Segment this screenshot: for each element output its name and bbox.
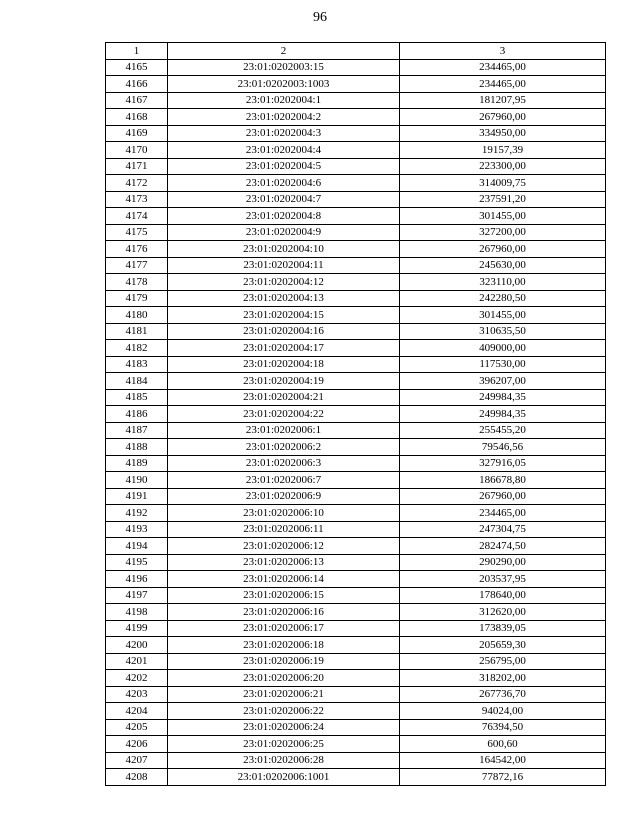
row-number-cell: 4200 xyxy=(106,637,168,654)
table-row xyxy=(106,505,606,522)
table-row xyxy=(106,653,606,670)
table-row xyxy=(106,191,606,208)
cadastral-number-cell: 23:01:0202004:10 xyxy=(168,241,400,258)
value-cell: 282474,50 xyxy=(400,538,606,555)
cadastral-number-cell: 23:01:0202004:12 xyxy=(168,274,400,291)
row-number-cell: 4172 xyxy=(106,175,168,192)
row-number-cell: 4205 xyxy=(106,719,168,736)
table-row xyxy=(106,719,606,736)
cadastral-number-cell: 23:01:0202006:2 xyxy=(168,439,400,456)
cadastral-number-cell: 23:01:0202006:3 xyxy=(168,455,400,472)
value-cell: 173839,05 xyxy=(400,620,606,637)
value-cell: 223300,00 xyxy=(400,158,606,175)
cadastral-number-cell: 23:01:0202004:11 xyxy=(168,257,400,274)
value-cell: 181207,95 xyxy=(400,92,606,109)
table-row xyxy=(106,703,606,720)
table-row xyxy=(106,571,606,588)
cadastral-number-cell: 23:01:0202006:13 xyxy=(168,554,400,571)
row-number-cell: 4196 xyxy=(106,571,168,588)
table-header xyxy=(106,43,606,60)
row-number-cell: 4208 xyxy=(106,769,168,786)
cadastral-number-cell: 23:01:0202004:4 xyxy=(168,142,400,159)
cadastral-number-cell: 23:01:0202006:1001 xyxy=(168,769,400,786)
value-cell: 334950,00 xyxy=(400,125,606,142)
cadastral-number-cell: 23:01:0202006:10 xyxy=(168,505,400,522)
value-cell: 327200,00 xyxy=(400,224,606,241)
row-number-cell: 4199 xyxy=(106,620,168,637)
table-row xyxy=(106,587,606,604)
cadastral-number-cell: 23:01:0202004:2 xyxy=(168,109,400,126)
row-number-cell: 4182 xyxy=(106,340,168,357)
row-number-cell: 4191 xyxy=(106,488,168,505)
cadastral-number-cell: 23:01:0202004:15 xyxy=(168,307,400,324)
table-row xyxy=(106,604,606,621)
cadastral-number-cell: 23:01:0202004:3 xyxy=(168,125,400,142)
value-cell: 164542,00 xyxy=(400,752,606,769)
table-row xyxy=(106,406,606,423)
table-row xyxy=(106,769,606,786)
value-cell: 256795,00 xyxy=(400,653,606,670)
row-number-cell: 4168 xyxy=(106,109,168,126)
value-cell: 234465,00 xyxy=(400,59,606,76)
table-body xyxy=(106,59,606,785)
row-number-cell: 4169 xyxy=(106,125,168,142)
table-row xyxy=(106,752,606,769)
cadastral-number-cell: 23:01:0202004:22 xyxy=(168,406,400,423)
value-cell: 301455,00 xyxy=(400,307,606,324)
cadastral-number-cell: 23:01:0202006:18 xyxy=(168,637,400,654)
value-cell: 396207,00 xyxy=(400,373,606,390)
cadastral-number-cell: 23:01:0202006:19 xyxy=(168,653,400,670)
value-cell: 310635,50 xyxy=(400,323,606,340)
row-number-cell: 4173 xyxy=(106,191,168,208)
header-col-2: 2 xyxy=(168,43,400,60)
table-row xyxy=(106,472,606,489)
row-number-cell: 4207 xyxy=(106,752,168,769)
value-cell: 312620,00 xyxy=(400,604,606,621)
table-row xyxy=(106,620,606,637)
table-row xyxy=(106,142,606,159)
row-number-cell: 4190 xyxy=(106,472,168,489)
row-number-cell: 4185 xyxy=(106,389,168,406)
row-number-cell: 4180 xyxy=(106,307,168,324)
value-cell: 178640,00 xyxy=(400,587,606,604)
table-row xyxy=(106,455,606,472)
table-row xyxy=(106,109,606,126)
row-number-cell: 4189 xyxy=(106,455,168,472)
header-col-3: 3 xyxy=(400,43,606,60)
table-row xyxy=(106,736,606,753)
value-cell: 267960,00 xyxy=(400,109,606,126)
value-cell: 327916,05 xyxy=(400,455,606,472)
table-row xyxy=(106,686,606,703)
row-number-cell: 4166 xyxy=(106,76,168,93)
table-row xyxy=(106,488,606,505)
cadastral-number-cell: 23:01:0202006:11 xyxy=(168,521,400,538)
row-number-cell: 4179 xyxy=(106,290,168,307)
row-number-cell: 4186 xyxy=(106,406,168,423)
table-row xyxy=(106,307,606,324)
table-row xyxy=(106,340,606,357)
table-row xyxy=(106,323,606,340)
cadastral-number-cell: 23:01:0202004:16 xyxy=(168,323,400,340)
table-row xyxy=(106,521,606,538)
row-number-cell: 4183 xyxy=(106,356,168,373)
value-cell: 186678,80 xyxy=(400,472,606,489)
cadastral-number-cell: 23:01:0202006:21 xyxy=(168,686,400,703)
table-row xyxy=(106,637,606,654)
cadastral-number-cell: 23:01:0202006:1 xyxy=(168,422,400,439)
table-row xyxy=(106,373,606,390)
cadastral-number-cell: 23:01:0202006:16 xyxy=(168,604,400,621)
row-number-cell: 4204 xyxy=(106,703,168,720)
table-row xyxy=(106,554,606,571)
row-number-cell: 4192 xyxy=(106,505,168,522)
row-number-cell: 4201 xyxy=(106,653,168,670)
cadastral-number-cell: 23:01:0202003:1003 xyxy=(168,76,400,93)
row-number-cell: 4187 xyxy=(106,422,168,439)
row-number-cell: 4174 xyxy=(106,208,168,225)
header-row xyxy=(106,43,606,60)
cadastral-number-cell: 23:01:0202004:9 xyxy=(168,224,400,241)
value-cell: 255455,20 xyxy=(400,422,606,439)
value-cell: 314009,75 xyxy=(400,175,606,192)
cadastral-number-cell: 23:01:0202006:9 xyxy=(168,488,400,505)
table-row xyxy=(106,59,606,76)
cadastral-number-cell: 23:01:0202006:20 xyxy=(168,670,400,687)
cadastral-number-cell: 23:01:0202004:8 xyxy=(168,208,400,225)
row-number-cell: 4177 xyxy=(106,257,168,274)
value-cell: 267960,00 xyxy=(400,488,606,505)
value-cell: 234465,00 xyxy=(400,505,606,522)
cadastral-number-cell: 23:01:0202004:17 xyxy=(168,340,400,357)
row-number-cell: 4181 xyxy=(106,323,168,340)
value-cell: 242280,50 xyxy=(400,290,606,307)
cadastral-number-cell: 23:01:0202004:7 xyxy=(168,191,400,208)
cadastral-number-cell: 23:01:0202004:21 xyxy=(168,389,400,406)
row-number-cell: 4202 xyxy=(106,670,168,687)
data-table xyxy=(105,42,606,786)
row-number-cell: 4194 xyxy=(106,538,168,555)
value-cell: 249984,35 xyxy=(400,406,606,423)
row-number-cell: 4178 xyxy=(106,274,168,291)
table-row xyxy=(106,257,606,274)
value-cell: 267960,00 xyxy=(400,241,606,258)
row-number-cell: 4175 xyxy=(106,224,168,241)
table-row xyxy=(106,175,606,192)
value-cell: 245630,00 xyxy=(400,257,606,274)
cadastral-number-cell: 23:01:0202006:28 xyxy=(168,752,400,769)
table-row xyxy=(106,92,606,109)
value-cell: 247304,75 xyxy=(400,521,606,538)
table-row xyxy=(106,76,606,93)
value-cell: 76394,50 xyxy=(400,719,606,736)
value-cell: 203537,95 xyxy=(400,571,606,588)
cadastral-number-cell: 23:01:0202006:14 xyxy=(168,571,400,588)
row-number-cell: 4167 xyxy=(106,92,168,109)
value-cell: 318202,00 xyxy=(400,670,606,687)
table-row xyxy=(106,208,606,225)
value-cell: 117530,00 xyxy=(400,356,606,373)
value-cell: 409000,00 xyxy=(400,340,606,357)
table-row xyxy=(106,224,606,241)
value-cell: 600,60 xyxy=(400,736,606,753)
value-cell: 237591,20 xyxy=(400,191,606,208)
cadastral-number-cell: 23:01:0202006:25 xyxy=(168,736,400,753)
table-row xyxy=(106,158,606,175)
value-cell: 79546,56 xyxy=(400,439,606,456)
value-cell: 249984,35 xyxy=(400,389,606,406)
cadastral-number-cell: 23:01:0202006:7 xyxy=(168,472,400,489)
table-row xyxy=(106,389,606,406)
row-number-cell: 4188 xyxy=(106,439,168,456)
row-number-cell: 4195 xyxy=(106,554,168,571)
value-cell: 205659,30 xyxy=(400,637,606,654)
row-number-cell: 4193 xyxy=(106,521,168,538)
value-cell: 301455,00 xyxy=(400,208,606,225)
cadastral-number-cell: 23:01:0202006:24 xyxy=(168,719,400,736)
table-row xyxy=(106,422,606,439)
table-row xyxy=(106,241,606,258)
cadastral-number-cell: 23:01:0202004:13 xyxy=(168,290,400,307)
value-cell: 19157,39 xyxy=(400,142,606,159)
cadastral-number-cell: 23:01:0202004:18 xyxy=(168,356,400,373)
row-number-cell: 4203 xyxy=(106,686,168,703)
cadastral-number-cell: 23:01:0202006:17 xyxy=(168,620,400,637)
table-row xyxy=(106,274,606,291)
row-number-cell: 4198 xyxy=(106,604,168,621)
cadastral-number-cell: 23:01:0202006:15 xyxy=(168,587,400,604)
page-number: 96 xyxy=(313,10,327,25)
cadastral-number-cell: 23:01:0202004:6 xyxy=(168,175,400,192)
cadastral-number-cell: 23:01:0202004:1 xyxy=(168,92,400,109)
value-cell: 94024,00 xyxy=(400,703,606,720)
table-row xyxy=(106,356,606,373)
cadastral-number-cell: 23:01:0202006:22 xyxy=(168,703,400,720)
value-cell: 77872,16 xyxy=(400,769,606,786)
row-number-cell: 4176 xyxy=(106,241,168,258)
cadastral-number-cell: 23:01:0202003:15 xyxy=(168,59,400,76)
value-cell: 290290,00 xyxy=(400,554,606,571)
table-row xyxy=(106,290,606,307)
row-number-cell: 4165 xyxy=(106,59,168,76)
table-row xyxy=(106,439,606,456)
table-row xyxy=(106,538,606,555)
row-number-cell: 4171 xyxy=(106,158,168,175)
value-cell: 323110,00 xyxy=(400,274,606,291)
row-number-cell: 4206 xyxy=(106,736,168,753)
row-number-cell: 4184 xyxy=(106,373,168,390)
table-row xyxy=(106,670,606,687)
value-cell: 234465,00 xyxy=(400,76,606,93)
header-col-1: 1 xyxy=(106,43,168,60)
cadastral-number-cell: 23:01:0202006:12 xyxy=(168,538,400,555)
value-cell: 267736,70 xyxy=(400,686,606,703)
table-row xyxy=(106,125,606,142)
row-number-cell: 4170 xyxy=(106,142,168,159)
row-number-cell: 4197 xyxy=(106,587,168,604)
cadastral-number-cell: 23:01:0202004:19 xyxy=(168,373,400,390)
cadastral-number-cell: 23:01:0202004:5 xyxy=(168,158,400,175)
